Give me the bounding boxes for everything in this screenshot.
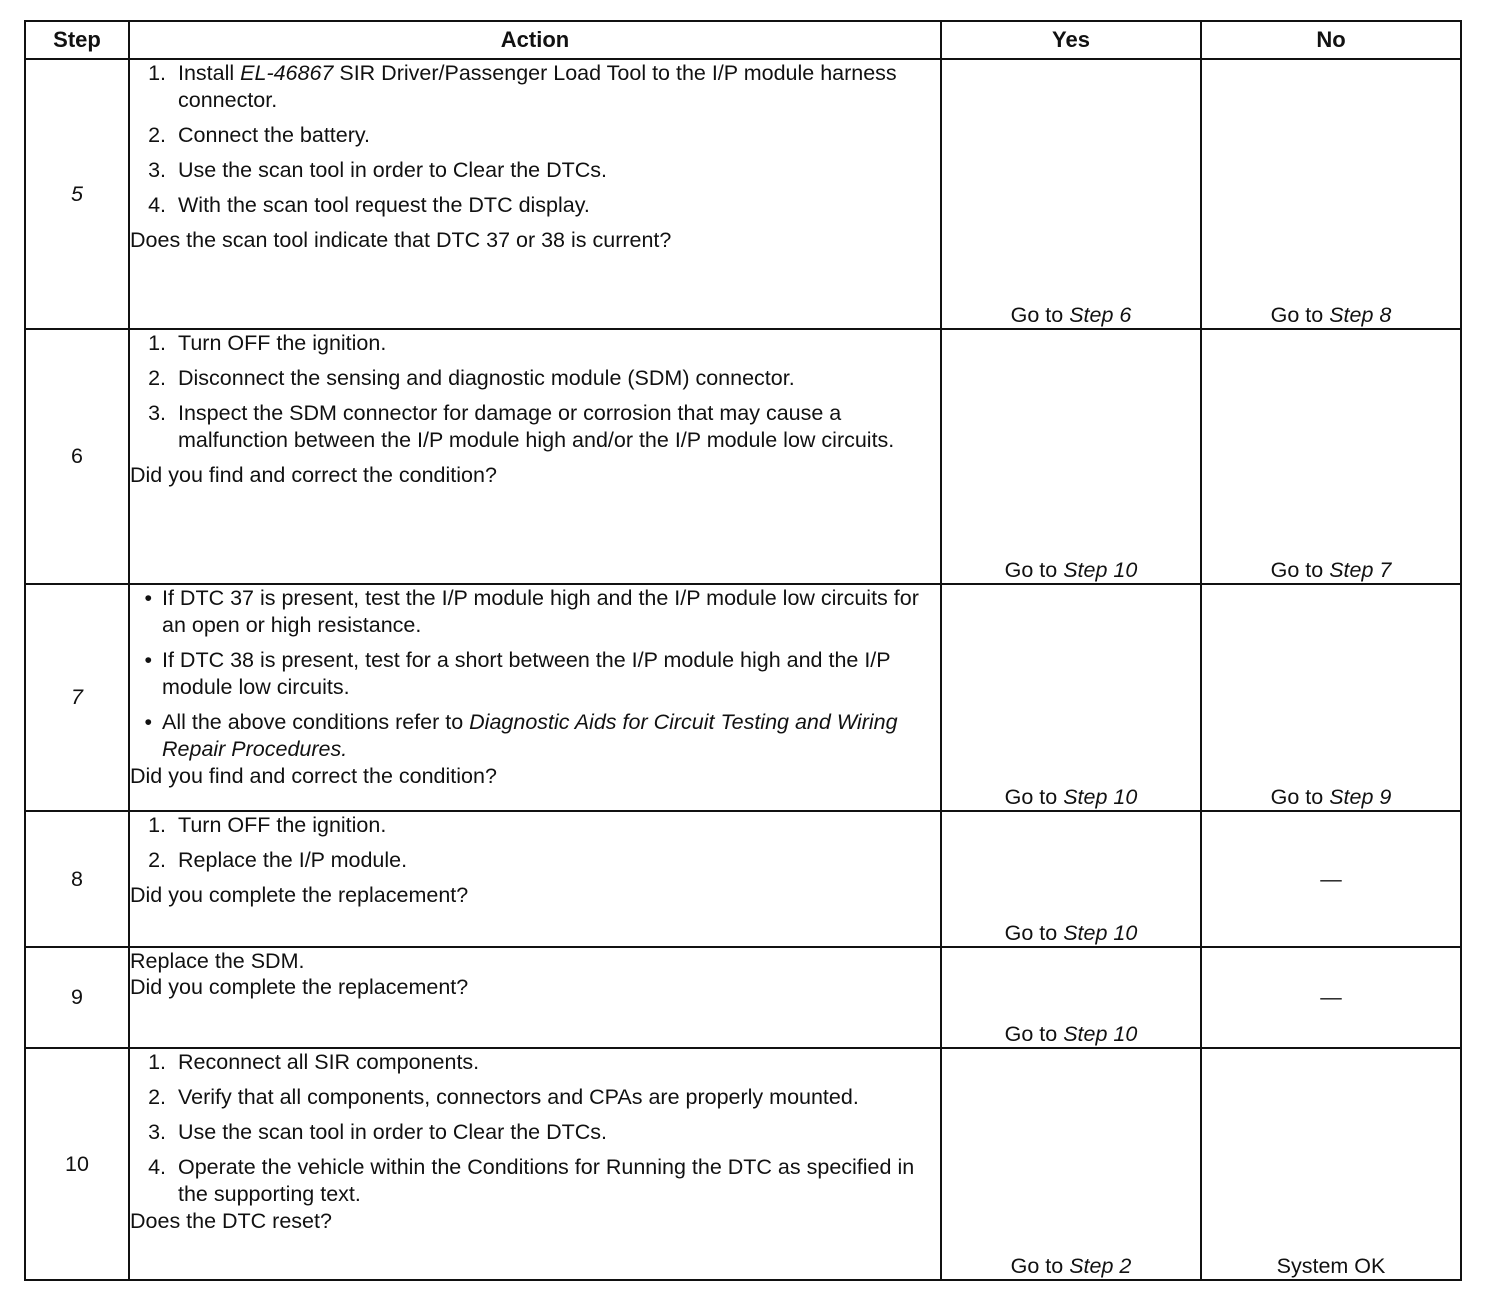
action-list bbox=[130, 60, 940, 227]
header-yes: Yes bbox=[941, 21, 1201, 59]
yes-cell: Go to Step 6 bbox=[941, 59, 1201, 329]
list-item: 3. Inspect the SDM connector for damage or corrosion that may cause a malfunction between the I/P module high and/or the I/P module low circuits. bbox=[148, 401, 895, 452]
step-number: 7 bbox=[25, 584, 129, 811]
question-text: Did you complete the replacement? bbox=[130, 883, 469, 907]
list-item: 1. Install EL-46867 SIR Driver/Passenger Load Tool to the I/P module harness connector. bbox=[148, 61, 897, 112]
no-cell: System OK bbox=[1201, 1048, 1461, 1280]
list-item: 2. Connect the battery. bbox=[148, 123, 371, 147]
action-list bbox=[130, 330, 940, 462]
list-item: 2. Verify that all components, connectors and CPAs are properly mounted. bbox=[148, 1085, 859, 1109]
list-item: 1. Reconnect all SIR components. bbox=[148, 1050, 480, 1074]
header-row bbox=[25, 21, 1461, 59]
yes-cell: Go to Step 2 bbox=[941, 1048, 1201, 1280]
list-item: 4. Operate the vehicle within the Conditions for Running the DTC as specified in the supporting text. bbox=[148, 1155, 915, 1206]
step-number: 5 bbox=[25, 59, 129, 329]
yes-cell: Go to Step 10 bbox=[941, 811, 1201, 947]
table-row bbox=[25, 584, 1461, 811]
header-step: Step bbox=[25, 21, 129, 59]
list-item: • If DTC 37 is present, test the I/P module high and the I/P module low circuits for an open or high resistance. bbox=[144, 586, 919, 637]
action-text: Replace the SDM. bbox=[130, 949, 305, 973]
action-cell bbox=[129, 1048, 941, 1280]
yes-cell: Go to Step 10 bbox=[941, 584, 1201, 811]
action-cell bbox=[129, 584, 941, 811]
list-item: 3. Use the scan tool in order to Clear the DTCs. bbox=[148, 1120, 607, 1144]
step-number: 6 bbox=[25, 329, 129, 584]
action-cell bbox=[129, 947, 941, 1048]
question-text: Did you find and correct the condition? bbox=[130, 764, 497, 788]
table-row bbox=[25, 59, 1461, 329]
yes-cell: Go to Step 10 bbox=[941, 329, 1201, 584]
table-row bbox=[25, 947, 1461, 1048]
step-number: 10 bbox=[25, 1048, 129, 1280]
table-row bbox=[25, 1048, 1461, 1280]
no-cell: Go to Step 7 bbox=[1201, 329, 1461, 584]
list-item: • If DTC 38 is present, test for a short between the I/P module high and the I/P module low circuits. bbox=[144, 648, 891, 699]
list-item: • All the above conditions refer to Diagnostic Aids for Circuit Testing and Wiring Repair Procedures. bbox=[144, 710, 898, 761]
yes-cell: Go to Step 10 bbox=[941, 947, 1201, 1048]
list-item: 2. Replace the I/P module. bbox=[148, 848, 408, 872]
no-cell: — bbox=[1201, 947, 1461, 1048]
action-list bbox=[130, 812, 940, 882]
diagnostic-table bbox=[24, 20, 1462, 1281]
no-cell: Go to Step 9 bbox=[1201, 584, 1461, 811]
question-text: Does the DTC reset? bbox=[130, 1209, 332, 1233]
header-action: Action bbox=[129, 21, 941, 59]
action-cell bbox=[129, 59, 941, 329]
list-item: 1. Turn OFF the ignition. bbox=[148, 813, 387, 837]
action-cell bbox=[129, 329, 941, 584]
table-row bbox=[25, 811, 1461, 947]
action-list bbox=[130, 585, 940, 763]
list-item: 4. With the scan tool request the DTC display. bbox=[148, 193, 590, 217]
question-text: Does the scan tool indicate that DTC 37 or 38 is current? bbox=[130, 228, 672, 252]
no-cell: — bbox=[1201, 811, 1461, 947]
no-cell: Go to Step 8 bbox=[1201, 59, 1461, 329]
action-cell bbox=[129, 811, 941, 947]
step-number: 8 bbox=[25, 811, 129, 947]
list-item: 3. Use the scan tool in order to Clear the DTCs. bbox=[148, 158, 607, 182]
header-no: No bbox=[1201, 21, 1461, 59]
action-list bbox=[130, 1049, 940, 1208]
list-item: 2. Disconnect the sensing and diagnostic module (SDM) connector. bbox=[148, 366, 795, 390]
table-row bbox=[25, 329, 1461, 584]
step-number: 9 bbox=[25, 947, 129, 1048]
question-text: Did you find and correct the condition? bbox=[130, 463, 497, 487]
list-item: 1. Turn OFF the ignition. bbox=[148, 331, 387, 355]
question-text: Did you complete the replacement? bbox=[130, 975, 469, 999]
